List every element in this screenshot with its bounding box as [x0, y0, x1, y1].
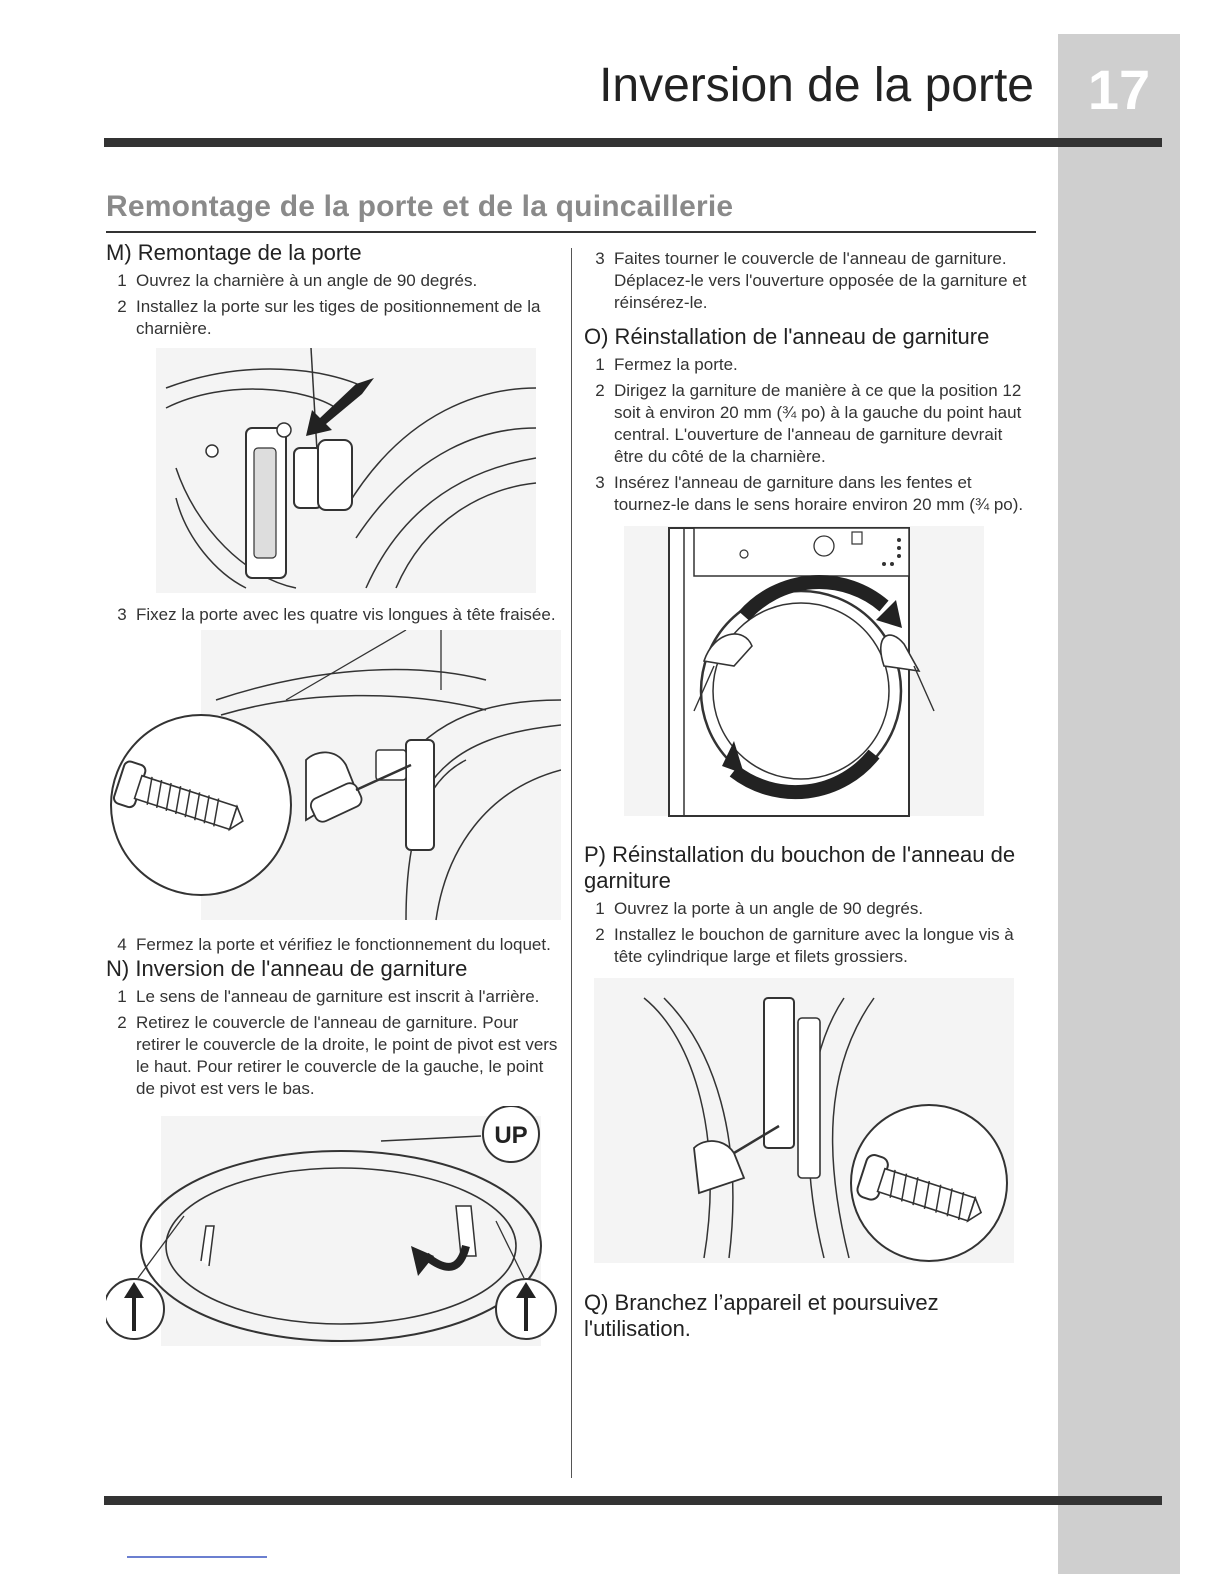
- page-title: Inversion de la porte: [599, 59, 1034, 112]
- section-rule: [106, 231, 1036, 233]
- hinge-illustration: [106, 348, 561, 598]
- subsection-title-o: O) Réinstallation de l'anneau de garniture: [584, 324, 990, 349]
- up-label: UP: [494, 1122, 528, 1149]
- bottom-link-line: [127, 1556, 267, 1558]
- right-column: [584, 248, 1034, 1342]
- subsection-title-p: P) Réinstallation du bouchon de l'anneau de garniture: [584, 842, 1016, 893]
- step-o3: 3 Insérez l'anneau de garniture dans les fentes et tournez-le dans le sens horaire environ 20 mm (¾ po).: [595, 473, 1024, 514]
- step-m4: 4 Fermez la porte et vérifiez le fonctionnement du loquet.: [117, 935, 551, 954]
- column-divider: [571, 248, 572, 1478]
- subsection-title-q: Q) Branchez l’appareil et poursuivez l'utilisation.: [584, 1290, 939, 1341]
- side-tab: [1058, 34, 1180, 1574]
- footer-rule: [104, 1496, 1162, 1505]
- subsection-title-n: N) Inversion de l'anneau de garniture: [106, 956, 468, 981]
- subsection-title-m: M) Remontage de la porte: [106, 240, 362, 265]
- step-n1: 1 Le sens de l'anneau de garniture est inscrit à l'arrière.: [117, 987, 540, 1006]
- step-m2: 2 Installez la porte sur les tiges de positionnement de la charnière.: [117, 297, 541, 338]
- step-p2: 2 Installez le bouchon de garniture avec la longue vis à tête cylindrique large et filets grossiers.: [595, 925, 1014, 966]
- section-title: Remontage de la porte et de la quincaillerie: [106, 190, 734, 223]
- screwdriver-hinge-illustration: [106, 630, 561, 930]
- step-o2: 2 Dirigez la garniture de manière à ce que la position 12 soit à environ 20 mm (¾ po) à la gauche du point haut central. L'ouverture de l'anneau de garniture devrait être du côté de la charnière.: [595, 381, 1022, 466]
- step-m1: 1 Ouvrez la charnière à un angle de 90 degrés.: [117, 271, 478, 290]
- trim-cap-screw-illustration: [584, 978, 1034, 1278]
- step-n3: 3 Faites tourner le couvercle de l'anneau de garniture. Déplacez-le vers l'ouverture opposée de la garniture et réinsérez-le.: [595, 249, 1027, 312]
- step-o1: 1 Fermez la porte.: [595, 355, 738, 374]
- header-rule: [104, 138, 1162, 147]
- step-m3: 3 Fixez la porte avec les quatre vis longues à tête fraisée.: [117, 605, 556, 624]
- left-column: [106, 240, 561, 1356]
- trim-ring-illustration: [106, 1106, 561, 1356]
- step-p1: 1 Ouvrez la porte à un angle de 90 degrés.: [595, 899, 924, 918]
- page-number: 17: [1087, 58, 1151, 121]
- step-n2: 2 Retirez le couvercle de l'anneau de garniture. Pour retirer le couvercle de la droite, le point de pivot est vers le haut. Pour retirer le couvercle de la gauche, le point de pivot est vers le bas.: [117, 1013, 558, 1098]
- dryer-front-illustration: [584, 526, 1034, 826]
